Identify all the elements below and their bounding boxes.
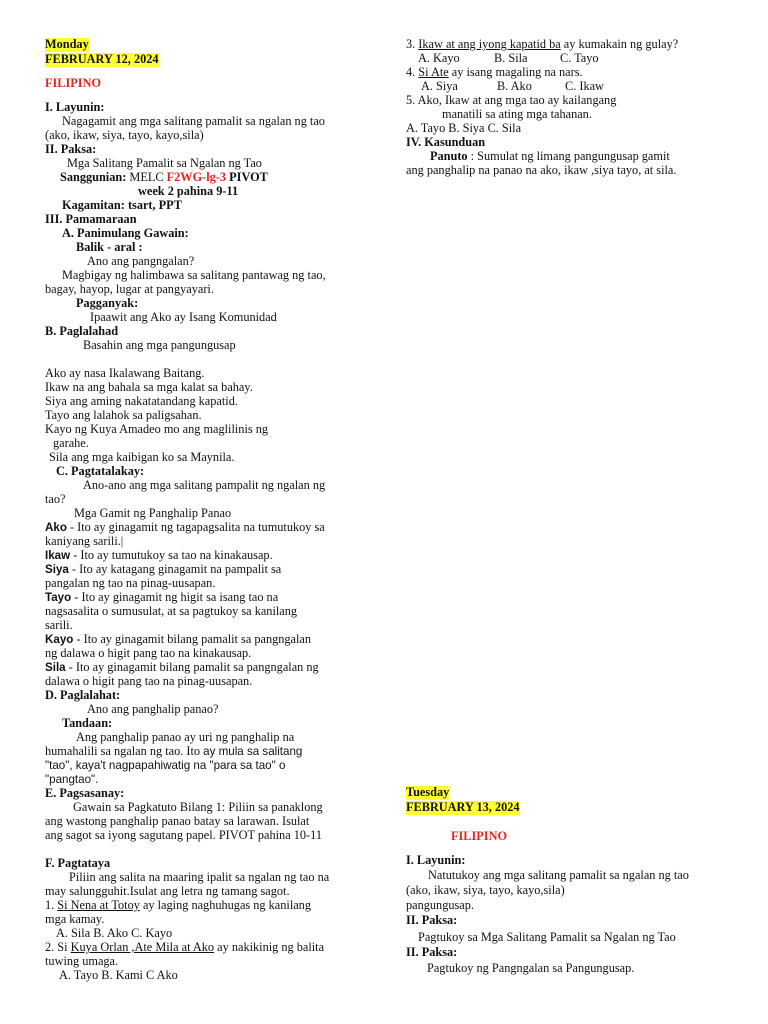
sanggunian-melc: MELC	[129, 170, 164, 184]
answer-options: A. Tayo B. Kami C Ako	[59, 968, 178, 982]
sentence: Sila ang mga kaibigan ko sa Maynila.	[49, 450, 235, 464]
question-text: ay isang magaling na nars.	[448, 65, 583, 79]
pronoun-text: - Ito ay ginagamit ng higit sa isang tao na	[74, 590, 279, 604]
kagamitan-label: Kagamitan:	[62, 198, 125, 212]
pronoun-definition	[45, 661, 319, 675]
layunin-heading: I. Layunin:	[406, 853, 466, 867]
right-column	[390, 0, 768, 1024]
pagsasanay-text: ang sagot sa iyong sagutang papel. PIVOT pahina 10-11	[45, 828, 322, 842]
sentence: Ako ay nasa Ikalawang Baitang.	[45, 366, 205, 380]
question-text: 2. Si	[45, 940, 71, 954]
answer-option: B. Ako	[497, 79, 532, 93]
subject-title: FILIPINO	[451, 829, 508, 843]
answer-options: A. Sila B. Ako C. Kayo	[56, 926, 173, 940]
pagtatalakay-heading: C. Pagtatalakay:	[56, 464, 145, 478]
sentence: Ikaw na ang bahala sa mga kalat sa bahay.	[45, 380, 253, 394]
panuto-text: ang panghalip na panao na ako, ikaw ,siya tayo, at sila.	[406, 163, 677, 177]
paglalahat-heading: D. Paglalahat:	[45, 688, 121, 702]
pamamaraan-heading: III. Pamamaraan	[45, 212, 137, 226]
pronoun-text: ng dalawa o higit pang tao na kinakausap.	[45, 646, 252, 660]
question-text: 1.	[45, 898, 58, 912]
tandaan-heading: Tandaan:	[62, 716, 113, 730]
answer-option: B. Sila	[494, 51, 528, 65]
pagganyak-heading: Pagganyak:	[76, 296, 139, 310]
sentence: Tayo ang lalahok sa paligsahan.	[45, 408, 202, 422]
pronoun-text: kaniyang sarili.|	[45, 534, 124, 548]
pronoun-word: Sila	[45, 661, 66, 674]
quiz-question-3	[406, 38, 678, 52]
quiz-question-5: 5. Ako, Ikaw at ang mga tao ay kailangang	[406, 93, 617, 107]
question-text: ay nakikinig ng balita	[214, 940, 325, 954]
pronoun-text: - Ito ay katagang ginagamit na pampalit sa	[71, 562, 282, 576]
quiz-question-1	[45, 899, 311, 913]
question-text: 3.	[406, 37, 419, 51]
paglalahat-question: Ano ang panghalip panao?	[87, 702, 219, 716]
pronoun-text: dalawa o higit pang tao na pinag-uusapan.	[45, 674, 253, 688]
paksa-heading: II. Paksa:	[406, 945, 458, 959]
sentence: Kayo ng Kuya Amadeo mo ang maglilinis ng	[45, 422, 269, 436]
tandaan-text: Ang panghalip panao ay uri ng panghalip na	[76, 730, 295, 744]
balik-aral-text: Magbigay ng halimbawa sa salitang pantawag ng tao,	[62, 268, 326, 282]
pagsasanay-text: Gawain sa Pagkatuto Bilang 1: Piliin sa panaklong	[73, 800, 323, 814]
pronoun-word: Ako	[45, 521, 67, 534]
pronoun-word: Tayo	[45, 591, 72, 604]
sentence: Siya ang aming nakatatandang kapatid.	[45, 394, 238, 408]
underlined-subject: Kuya Orlan ,Ate Mila at Ako	[70, 940, 215, 954]
layunin-text: Natutukoy ang mga salitang pamalit sa ngalan ng tao	[428, 868, 689, 882]
day-label: Tuesday	[406, 785, 450, 799]
underlined-subject: Si Ate	[418, 65, 449, 79]
pronoun-word: Ikaw	[45, 549, 71, 562]
pagtataya-text: Piliin ang salita na maaring ipalit sa ngalan ng tao na	[69, 870, 330, 884]
pagganyak-text: Ipaawit ang Ako ay Isang Komunidad	[90, 310, 277, 324]
layunin-heading: I. Layunin:	[45, 100, 105, 114]
pronoun-word: Kayo	[45, 633, 74, 646]
balik-aral-question: Ano ang pangngalan?	[87, 254, 195, 268]
kagamitan-value: tsart, PPT	[127, 198, 182, 212]
question-text: mga kamay.	[45, 912, 105, 926]
tandaan-text-part: ay mula sa salitang	[203, 745, 303, 758]
layunin-text: Nagagamit ang mga salitang pamalit sa ngalan ng tao	[62, 114, 325, 128]
pronoun-definition	[45, 563, 281, 577]
pronoun-text: - Ito ay ginagamit ng tagapagsalita na tumutukoy sa	[69, 520, 325, 534]
panuto-label: Panuto	[430, 149, 468, 163]
paksa-heading: II. Paksa:	[45, 142, 97, 156]
tandaan-text	[45, 745, 302, 759]
pronoun-text: pangalan ng tao na pinag-uusapan.	[45, 576, 216, 590]
question-text: ay kumakain ng gulay?	[560, 37, 679, 51]
question-text: ay laging naghuhugas ng kanilang	[139, 898, 311, 912]
underlined-subject: Ikaw at ang iyong kapatid ba	[418, 37, 561, 51]
balik-aral-text: bagay, hayop, lugar at pangyayari.	[45, 282, 214, 296]
pronoun-text: nagsasalita o sumusulat, at sa pagtukoy sa kanilang	[45, 604, 298, 618]
pagsasanay-heading: E. Pagsasanay:	[45, 786, 125, 800]
pagtatalakay-text: tao?	[45, 492, 66, 506]
kasunduan-heading: IV. Kasunduan	[406, 135, 486, 149]
quiz-question-2	[45, 941, 324, 955]
sanggunian-line	[60, 171, 268, 185]
answer-options: A. Tayo B. Siya C. Sila	[406, 121, 522, 135]
panuto-line	[430, 150, 670, 164]
day-label: Monday	[45, 37, 89, 51]
panimulang-heading: A. Panimulang Gawain:	[62, 226, 189, 240]
sanggunian-code: F2WG-lg-3	[166, 170, 227, 184]
question-text: manatili sa ating mga tahanan.	[442, 107, 592, 121]
answer-option: C. Ikaw	[565, 79, 604, 93]
kagamitan-line	[62, 199, 182, 213]
pagtataya-text: may salungguhit.Isulat ang letra ng tamang sagot.	[45, 884, 290, 898]
subject-title: FILIPINO	[45, 76, 102, 90]
pagtataya-heading: F. Pagtataya	[45, 856, 111, 870]
sanggunian-week: week 2 pahina 9-11	[138, 184, 239, 198]
quiz-question-4	[406, 66, 583, 80]
paksa-text: Mga Salitang Pamalit sa Ngalan ng Tao	[67, 156, 262, 170]
pronoun-definition	[45, 633, 311, 647]
paglalahad-heading: B. Paglalahad	[45, 324, 119, 338]
paksa-text: Pagtukoy ng Pangngalan sa Pangungusap.	[427, 961, 635, 975]
pronoun-definition	[45, 549, 273, 563]
tandaan-text: "tao", kaya't nagpapahiwatig na "para sa tao" o	[45, 759, 286, 772]
gamit-heading: Mga Gamit ng Panghalip Panao	[74, 506, 232, 520]
question-text: 4.	[406, 65, 419, 79]
answer-option: A. Kayo	[418, 51, 460, 65]
answer-option: A. Siya	[421, 79, 458, 93]
answer-option: C. Tayo	[560, 51, 599, 65]
pronoun-text: - Ito ay tumutukoy sa tao na kinakausap.	[73, 548, 273, 562]
paglalahad-text: Basahin ang mga pangungusap	[83, 338, 236, 352]
pronoun-definition	[45, 591, 278, 605]
paksa-heading: II. Paksa:	[406, 913, 458, 927]
tandaan-text-part: humahalili sa ngalan ng tao. Ito	[45, 744, 201, 758]
pronoun-text: - Ito ay ginagamit bilang pamalit sa pangngalan	[76, 632, 312, 646]
tandaan-text: "pangtao".	[45, 773, 99, 786]
date-label: FEBRUARY 12, 2024	[45, 52, 159, 66]
paksa-text: Pagtukoy sa Mga Salitang Pamalit sa Ngalan ng Tao	[418, 930, 676, 944]
panuto-text: : Sumulat ng limang pangungusap gamit	[467, 149, 670, 163]
pronoun-definition	[45, 521, 325, 535]
sanggunian-label: Sanggunian:	[60, 170, 127, 184]
date-label: FEBRUARY 13, 2024	[406, 800, 520, 814]
layunin-text: (ako, ikaw, siya, tayo, kayo,sila)	[45, 128, 204, 142]
balik-aral-heading: Balik - aral :	[76, 240, 143, 254]
sentence: garahe.	[53, 436, 89, 450]
pronoun-text: - Ito ay ginagamit bilang pamalit sa pangngalan ng	[68, 660, 319, 674]
pagsasanay-text: ang wastong panghalip panao batay sa larawan. Isulat	[45, 814, 310, 828]
pronoun-word: Siya	[45, 563, 69, 576]
pagtatalakay-text: Ano-ano ang mga salitang pampalit ng ngalan ng	[83, 478, 326, 492]
question-text: tuwing umaga.	[45, 954, 119, 968]
sanggunian-pivot: PIVOT	[229, 170, 268, 184]
layunin-text: (ako, ikaw, siya, tayo, kayo,sila)	[406, 883, 565, 897]
pronoun-text: sarili.	[45, 618, 73, 632]
layunin-text: pangungusap.	[406, 898, 474, 912]
underlined-subject: Si Nena at Totoy	[57, 898, 140, 912]
